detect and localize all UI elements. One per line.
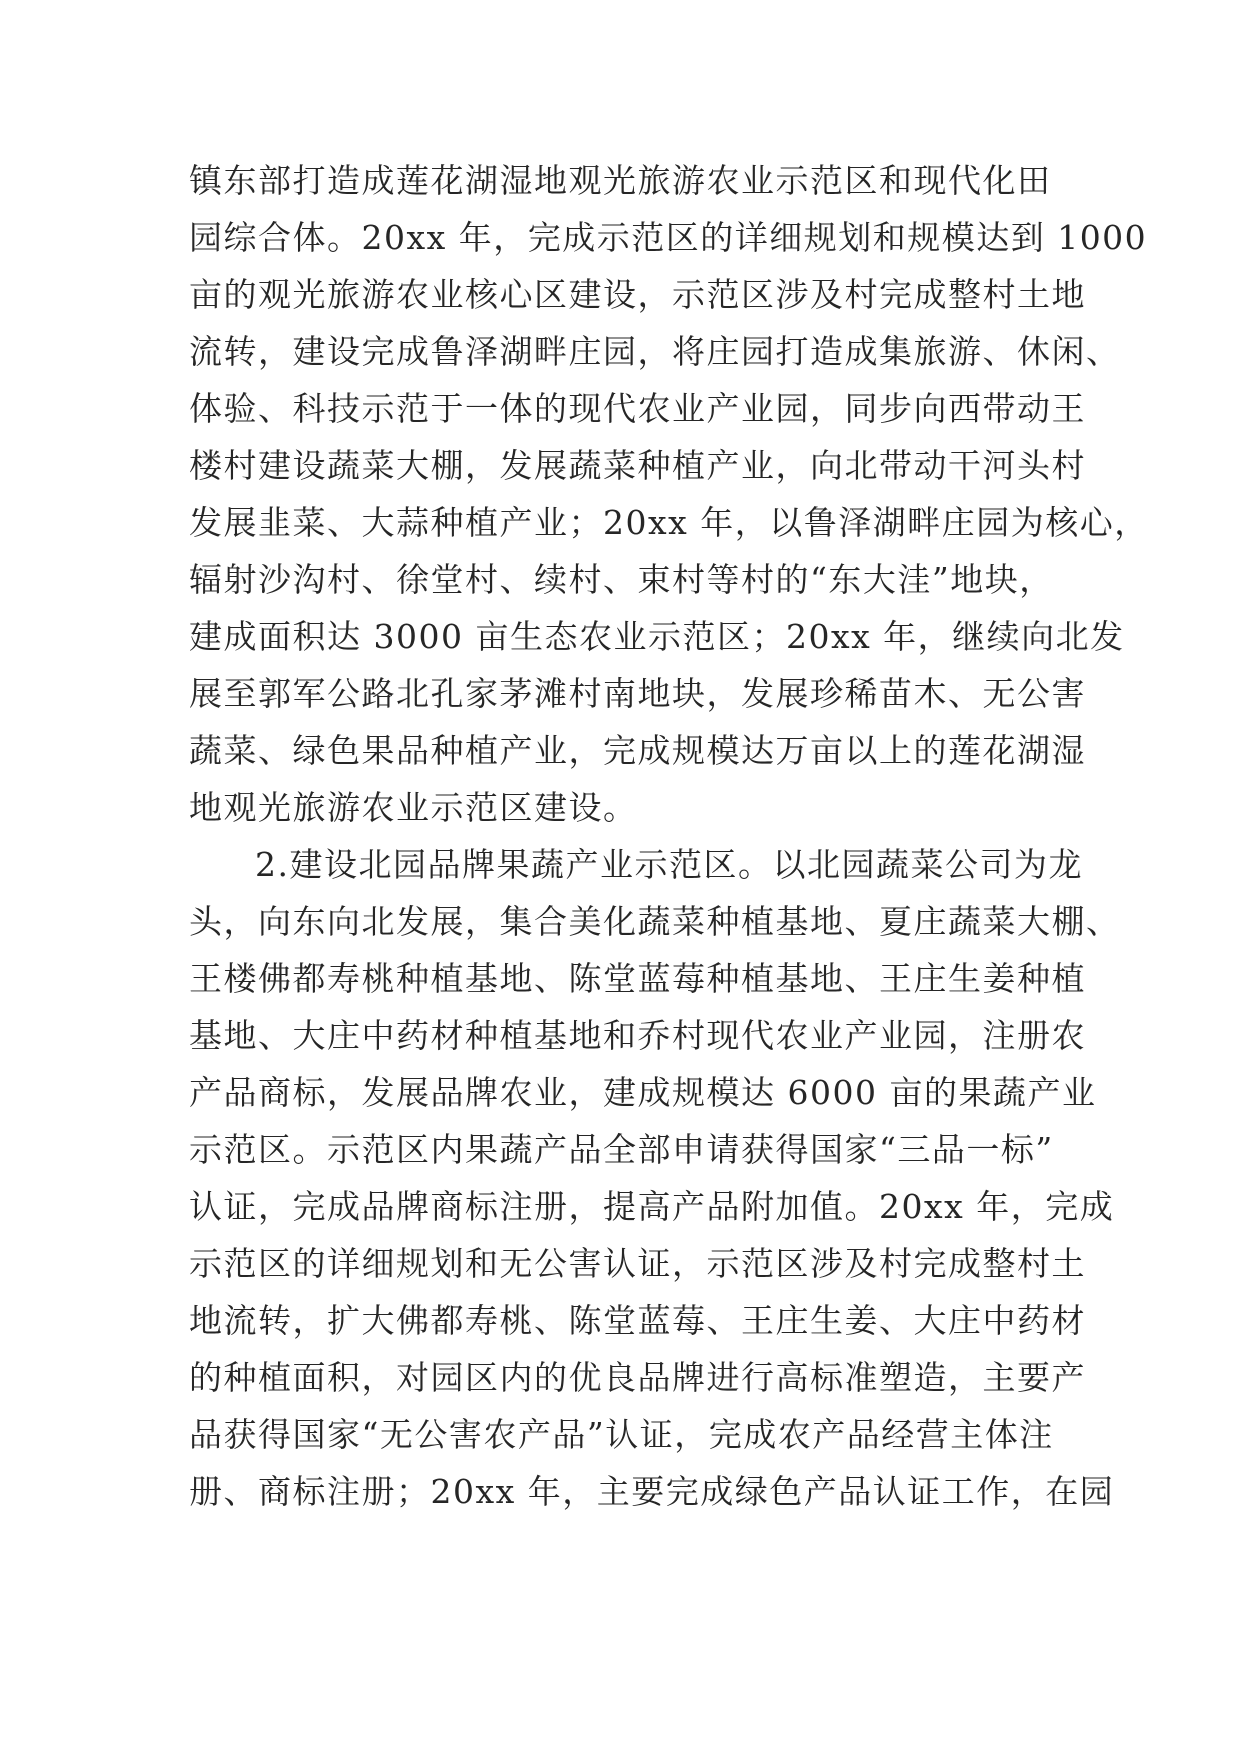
text-line: 辐射沙沟村、徐堂村、续村、束村等村的“东大洼”地块， [189, 560, 1054, 599]
text-line: 示范区的详细规划和无公害认证，示范区涉及村完成整村土 [189, 1244, 1086, 1283]
text-line: 品获得国家“无公害农产品”认证，完成农产品经营主体注 [189, 1415, 1054, 1454]
text-line: 的种植面积，对园区内的优良品牌进行高标准塑造，主要产 [189, 1358, 1086, 1397]
text-line: 流转，建设完成鲁泽湖畔庄园，将庄园打造成集旅游、休闲、 [189, 332, 1121, 371]
text-line: 地观光旅游农业示范区建设。 [189, 788, 638, 827]
text-line: 产品商标，发展品牌农业，建成规模达 6000 亩的果蔬产业 [189, 1073, 1097, 1112]
text-line: 园综合体。20xx 年，完成示范区的详细规划和规模达到 1000 [189, 218, 1148, 257]
text-line: 建成面积达 3000 亩生态农业示范区；20xx 年，继续向北发 [189, 617, 1125, 656]
text-line: 头，向东向北发展，集合美化蔬菜种植基地、夏庄蔬菜大棚、 [189, 902, 1121, 941]
text-line: 亩的观光旅游农业核心区建设，示范区涉及村完成整村土地 [189, 275, 1086, 314]
text-line: 册、商标注册；20xx 年，主要完成绿色产品认证工作，在园 [189, 1472, 1115, 1511]
text-line: 地流转，扩大佛都寿桃、陈堂蓝莓、王庄生姜、大庄中药材 [189, 1301, 1086, 1340]
section-heading-line: 2.建设北园品牌果蔬产业示范区。以北园蔬菜公司为龙 [255, 845, 1083, 884]
text-line: 发展韭菜、大蒜种植产业；20xx 年，以鲁泽湖畔庄园为核心， [189, 503, 1149, 542]
text-line: 体验、科技示范于一体的现代农业产业园，同步向西带动王 [189, 389, 1086, 428]
text-line: 蔬菜、绿色果品种植产业，完成规模达万亩以上的莲花湖湿 [189, 731, 1086, 770]
text-line: 示范区。示范区内果蔬产品全部申请获得国家“三品一标” [189, 1130, 1054, 1169]
text-line: 认证，完成品牌商标注册，提高产品附加值。20xx 年，完成 [189, 1187, 1115, 1226]
text-line: 王楼佛都寿桃种植基地、陈堂蓝莓种植基地、王庄生姜种植 [189, 959, 1086, 998]
text-line: 楼村建设蔬菜大棚，发展蔬菜种植产业，向北带动干河头村 [189, 446, 1086, 485]
text-line: 展至郭军公路北孔家茅滩村南地块，发展珍稀苗木、无公害 [189, 674, 1086, 713]
text-line: 基地、大庄中药材种植基地和乔村现代农业产业园，注册农 [189, 1016, 1086, 1055]
text-line: 镇东部打造成莲花湖湿地观光旅游农业示范区和现代化田 [189, 161, 1052, 200]
document-body [189, 152, 1149, 1520]
